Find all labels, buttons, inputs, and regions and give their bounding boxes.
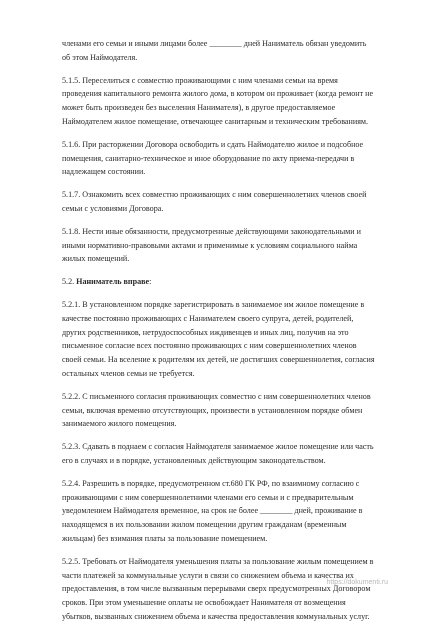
- text-line: находящемся в их пользовании жилом помещении другим гражданам (временным: [62, 520, 347, 530]
- text-line: своей семьи. На вселение к родителям их детей, не достигших совершеннолетия, согласия: [62, 355, 375, 365]
- text-line: уведомлением Наймодателя временное, на срок не более ________ дней, проживание в: [62, 506, 363, 516]
- heading-number: 5.2.: [62, 277, 75, 287]
- paragraph-5-2-3: [62, 440, 384, 468]
- text-line: 5.1.7. Ознакомить всех совместно проживающих с ним совершеннолетних членов своей: [62, 190, 367, 200]
- paragraph-continuation: [62, 37, 384, 65]
- text-line: 5.2.5. Требовать от Наймодателя уменьшения платы за пользование жилым помещением в: [62, 556, 374, 566]
- paragraph-5-1-8: [62, 225, 384, 266]
- text-line: надлежащем состоянии.: [62, 167, 146, 177]
- text-line: 5.2.4. Разрешить в порядке, предусмотренном ст.680 ГК РФ, по взаимному согласию с: [62, 478, 360, 488]
- text-line: убытков, вызванных снижением объема и качества предоставления коммунальных услуг.: [62, 611, 370, 621]
- paragraph-5-2-2: [62, 390, 384, 431]
- paragraph-5-1-6: [62, 138, 384, 179]
- text-line: 5.1.8. Нести иные обязанности, предусмотренные действующими законодательными и: [62, 226, 361, 236]
- text-line: других родственников, нетрудоспособных иждивенцев и иных лиц, получив на это: [62, 327, 349, 337]
- text-line: 5.1.6. При расторжении Договора освободить и сдать Наймодателю жилое и подсобное: [62, 139, 364, 149]
- paragraph-5-2-1: [62, 298, 384, 381]
- text-line: помещения, санитарно-техническое и иное оборудование по акту приема-передачи в: [62, 153, 355, 163]
- text-line: 5.1.5. Переселиться с совместно проживающими с ним членами семьи на время: [62, 75, 338, 85]
- text-line: жилых помещений.: [62, 254, 130, 264]
- text-line: 5.2.3. Сдавать в поднаем с согласия Наймодателя занимаемое жилое помещение или часть: [62, 442, 374, 452]
- text-line: проживающими с ним совершеннолетними членами его семьи и с предварительным: [62, 492, 354, 502]
- text-line: занимаемого жилого помещения.: [62, 419, 177, 429]
- text-line: членами его семьи и иными лицами более ________ дней Наниматель обязан уведомить: [62, 39, 367, 48]
- text-line: иными нормативно-правовыми актами и применимые к условиям социального найма: [62, 240, 358, 250]
- text-line: письменное согласие всех постоянно проживающих с ним совершеннолетних членов: [62, 341, 357, 351]
- text-line: семьи с условиями Договора.: [62, 203, 164, 213]
- paragraph-5-1-5: [62, 74, 384, 129]
- text-line: 5.2.2. С письменного согласия проживающих совместно с ним совершеннолетних членов: [62, 391, 371, 401]
- text-line: его в случаях и в порядке, установленных действующим законодательством.: [62, 455, 326, 465]
- text-line: семьи, включая временно отсутствующих, произвести в установленном порядке обмен: [62, 405, 363, 415]
- section-heading-5-2: [62, 275, 384, 289]
- paragraph-5-1-7: [62, 188, 384, 216]
- text-line: Наймодателем жилое помещение, отвечающее санитарным и техническим требованиям.: [62, 116, 369, 126]
- text-line: жильцам) без взимания платы за пользование помещением.: [62, 533, 268, 543]
- paragraph-5-2-4: [62, 477, 384, 546]
- text-line: об этом Наймодателя.: [62, 52, 138, 62]
- text-line: 5.2.1. В установленном порядке зарегистрировать в занимаемое им жилое помещение в: [62, 299, 365, 309]
- watermark: https://dokumenti.ru: [326, 579, 388, 586]
- text-line: остальных членов семьи не требуется.: [62, 368, 195, 378]
- heading-tail: :: [149, 277, 152, 287]
- heading-bold-text: Наниматель вправе: [76, 277, 150, 287]
- text-line: качестве постоянно проживающих с Нанимателем своего супруга, детей, родителей,: [62, 313, 354, 323]
- text-line: части платежей за коммунальные услуги в связи со снижением объема и качества их: [62, 570, 354, 580]
- paragraph-5-2-5: [62, 555, 384, 624]
- text-line: проведения капитального ремонта жилого дома, в котором он проживает (когда ремонт не: [62, 89, 374, 99]
- text-line: сроков. При этом уменьшение оплаты не освобождает Нанимателя от возмещения: [62, 598, 346, 608]
- text-line: может быть произведен без выселения Нанимателя), в другое предоставляемое: [62, 103, 336, 113]
- heading-line: [62, 275, 384, 289]
- text-line: предоставления, в том числе вызванным перерывами сверх предусмотренных Договором: [62, 584, 371, 594]
